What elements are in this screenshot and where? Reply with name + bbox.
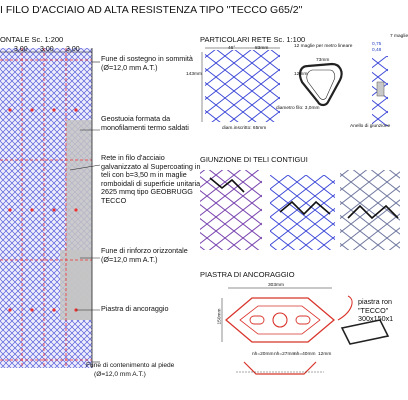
plate-width: 303mm [268, 283, 284, 288]
plate-slot2-dim: nh=40mm [294, 352, 316, 357]
dimension-2: 3,00 [40, 46, 54, 53]
dim-right-2: 0,48 [372, 48, 382, 53]
joint-label: GIUNZIONE DI TELI CONTIGUI [200, 155, 308, 164]
callout-plate: Piastra di ancoraggio [101, 304, 169, 313]
callout-rete: Rete in filo d'acciaio galvanizzato al Supercoating in teli con b=3,50 m in maglie romboidali di superficie unitaria 2625 mmq tipo GEOBRUGG TECCO [101, 153, 201, 205]
dimension-1: 3,00 [14, 46, 28, 53]
callout-foot-rope: Fune di contenimento al piede (Ø=12,0 mm A.T.) [86, 362, 175, 378]
dim-wire: diametro filo: 3,0mm [276, 106, 320, 111]
callout-reinforce-rope: Fune di rinforzo orizzontale (Ø=12,0 mm A.T.) [101, 246, 188, 264]
elevation-panel [0, 48, 100, 368]
elevation-label: ONTALE Sc. 1:200 [0, 35, 64, 44]
plate-perspective [338, 296, 352, 320]
plate-side: 150mm [217, 308, 223, 325]
plate-side-view [244, 362, 316, 374]
plate-label: PIASTRA DI ANCORAGGIO [200, 270, 295, 279]
dim-loop: 73mm [316, 58, 330, 63]
mesh-diamonds [205, 50, 280, 122]
dim-angle: 46° [228, 46, 236, 51]
plate-hole [273, 313, 287, 327]
plate-slot-dim: nh=27mm [274, 352, 296, 357]
dim-mesh-per-m: 12 maglie per metro lineare [294, 44, 353, 49]
plate-note: piastra ron "TECCO" 300x150x1 [358, 297, 394, 324]
plate-thickness: 12mm [318, 352, 332, 357]
dim-inner: diam.inscritto: 65mm [222, 126, 267, 131]
dim-right-1: 0,75 [372, 42, 382, 47]
joint-detail [200, 170, 400, 250]
mesh-detail-label: PARTICOLARI RETE Sc. 1:100 [200, 35, 306, 44]
dim-loop-height: 12mm [294, 72, 308, 77]
mesh-detail [202, 48, 388, 126]
dimension-3: 3,00 [66, 46, 80, 53]
dim-width: 83mm [255, 46, 269, 51]
dim-height: 143mm [186, 72, 202, 77]
plate-hole-dim: nh=20mm [252, 352, 274, 357]
dim-junction: Anello di giunzione [350, 124, 391, 129]
callout-top-rope: Fune di sostegno in sommità (Ø=12,0 mm A.T.) [101, 54, 193, 72]
junction-ring [377, 82, 384, 96]
callout-geostuoia: Geostuoia formata da monofilamenti termo saldati [101, 114, 189, 132]
dim-right-mesh: 7 maglie [390, 34, 408, 39]
page-title: I FILO D'ACCIAIO AD ALTA RESISTENZA TIPO "TECCO G65/2" [0, 4, 303, 16]
